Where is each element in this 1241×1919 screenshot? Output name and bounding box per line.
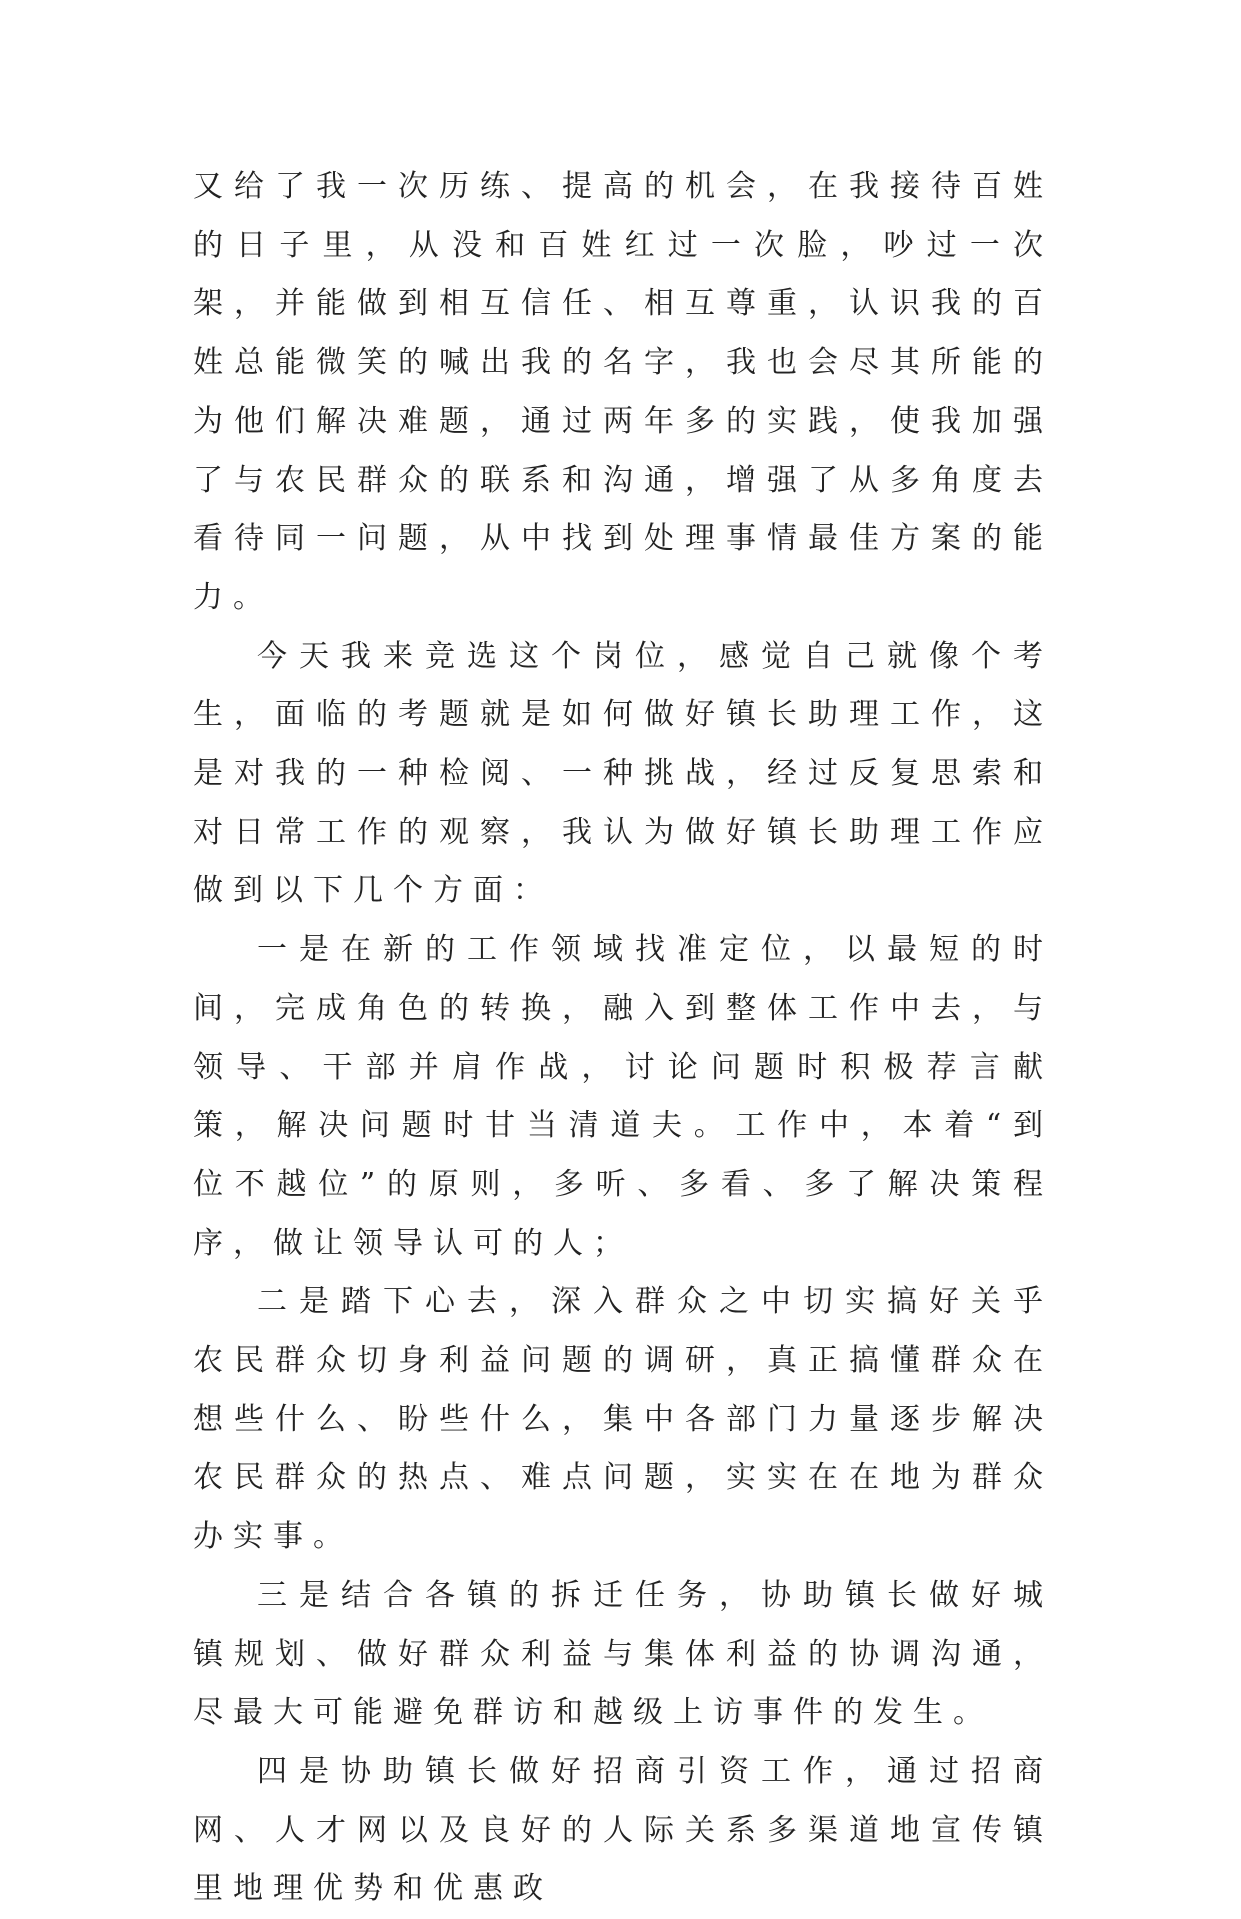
paragraph-continuation: 又给了我一次历练、提高的机会，在我接待百姓的日子里，从没和百姓红过一次脸，吵过一次架，并能做到相互信任、相互尊重，认识我的百姓总能微笑的喊出我的名字，我也会尽其所能的为他们解决难题，通过两年多的实践，使我加强了与农民群众的联系和沟通，增强了从多角度去看待同一问题，从中找到处理事情最佳方案的能力。 xyxy=(193,169,1053,615)
paragraph-point-four: 四是协助镇长做好招商引资工作，通过招商网、人才网以及良好的人际关系多渠道地宣传镇里地理优势和优惠政 xyxy=(193,1753,1053,1907)
paragraph-point-one: 一是在新的工作领域找准定位，以最短的时间，完成角色的转换，融入到整体工作中去，与领导、干部并肩作战，讨论问题时积极荐言献策，解决问题时甘当清道夫。工作中，本着“到位不越位”的原则，多听、多看、多了解决策程序，做让领导认可的人； xyxy=(193,932,1053,1261)
paragraph-point-two: 二是踏下心去，深入群众之中切实搞好关乎农民群众切身利益问题的调研，真正搞懂群众在想些什么、盼些什么，集中各部门力量逐步解决农民群众的热点、难点问题，实实在在地为群众办实事。 xyxy=(193,1284,1053,1555)
paragraph-campaign-intro: 今天我来竞选这个岗位，感觉自己就像个考生，面临的考题就是如何做好镇长助理工作，这是对我的一种检阅、一种挑战，经过反复思索和对日常工作的观察，我认为做好镇长助理工作应做到以下几个方面： xyxy=(193,638,1053,909)
document-body xyxy=(193,158,1053,1919)
paragraph-point-three: 三是结合各镇的拆迁任务，协助镇长做好城镇规划、做好群众利益与集体利益的协调沟通，尽最大可能避免群访和越级上访事件的发生。 xyxy=(193,1577,1053,1731)
